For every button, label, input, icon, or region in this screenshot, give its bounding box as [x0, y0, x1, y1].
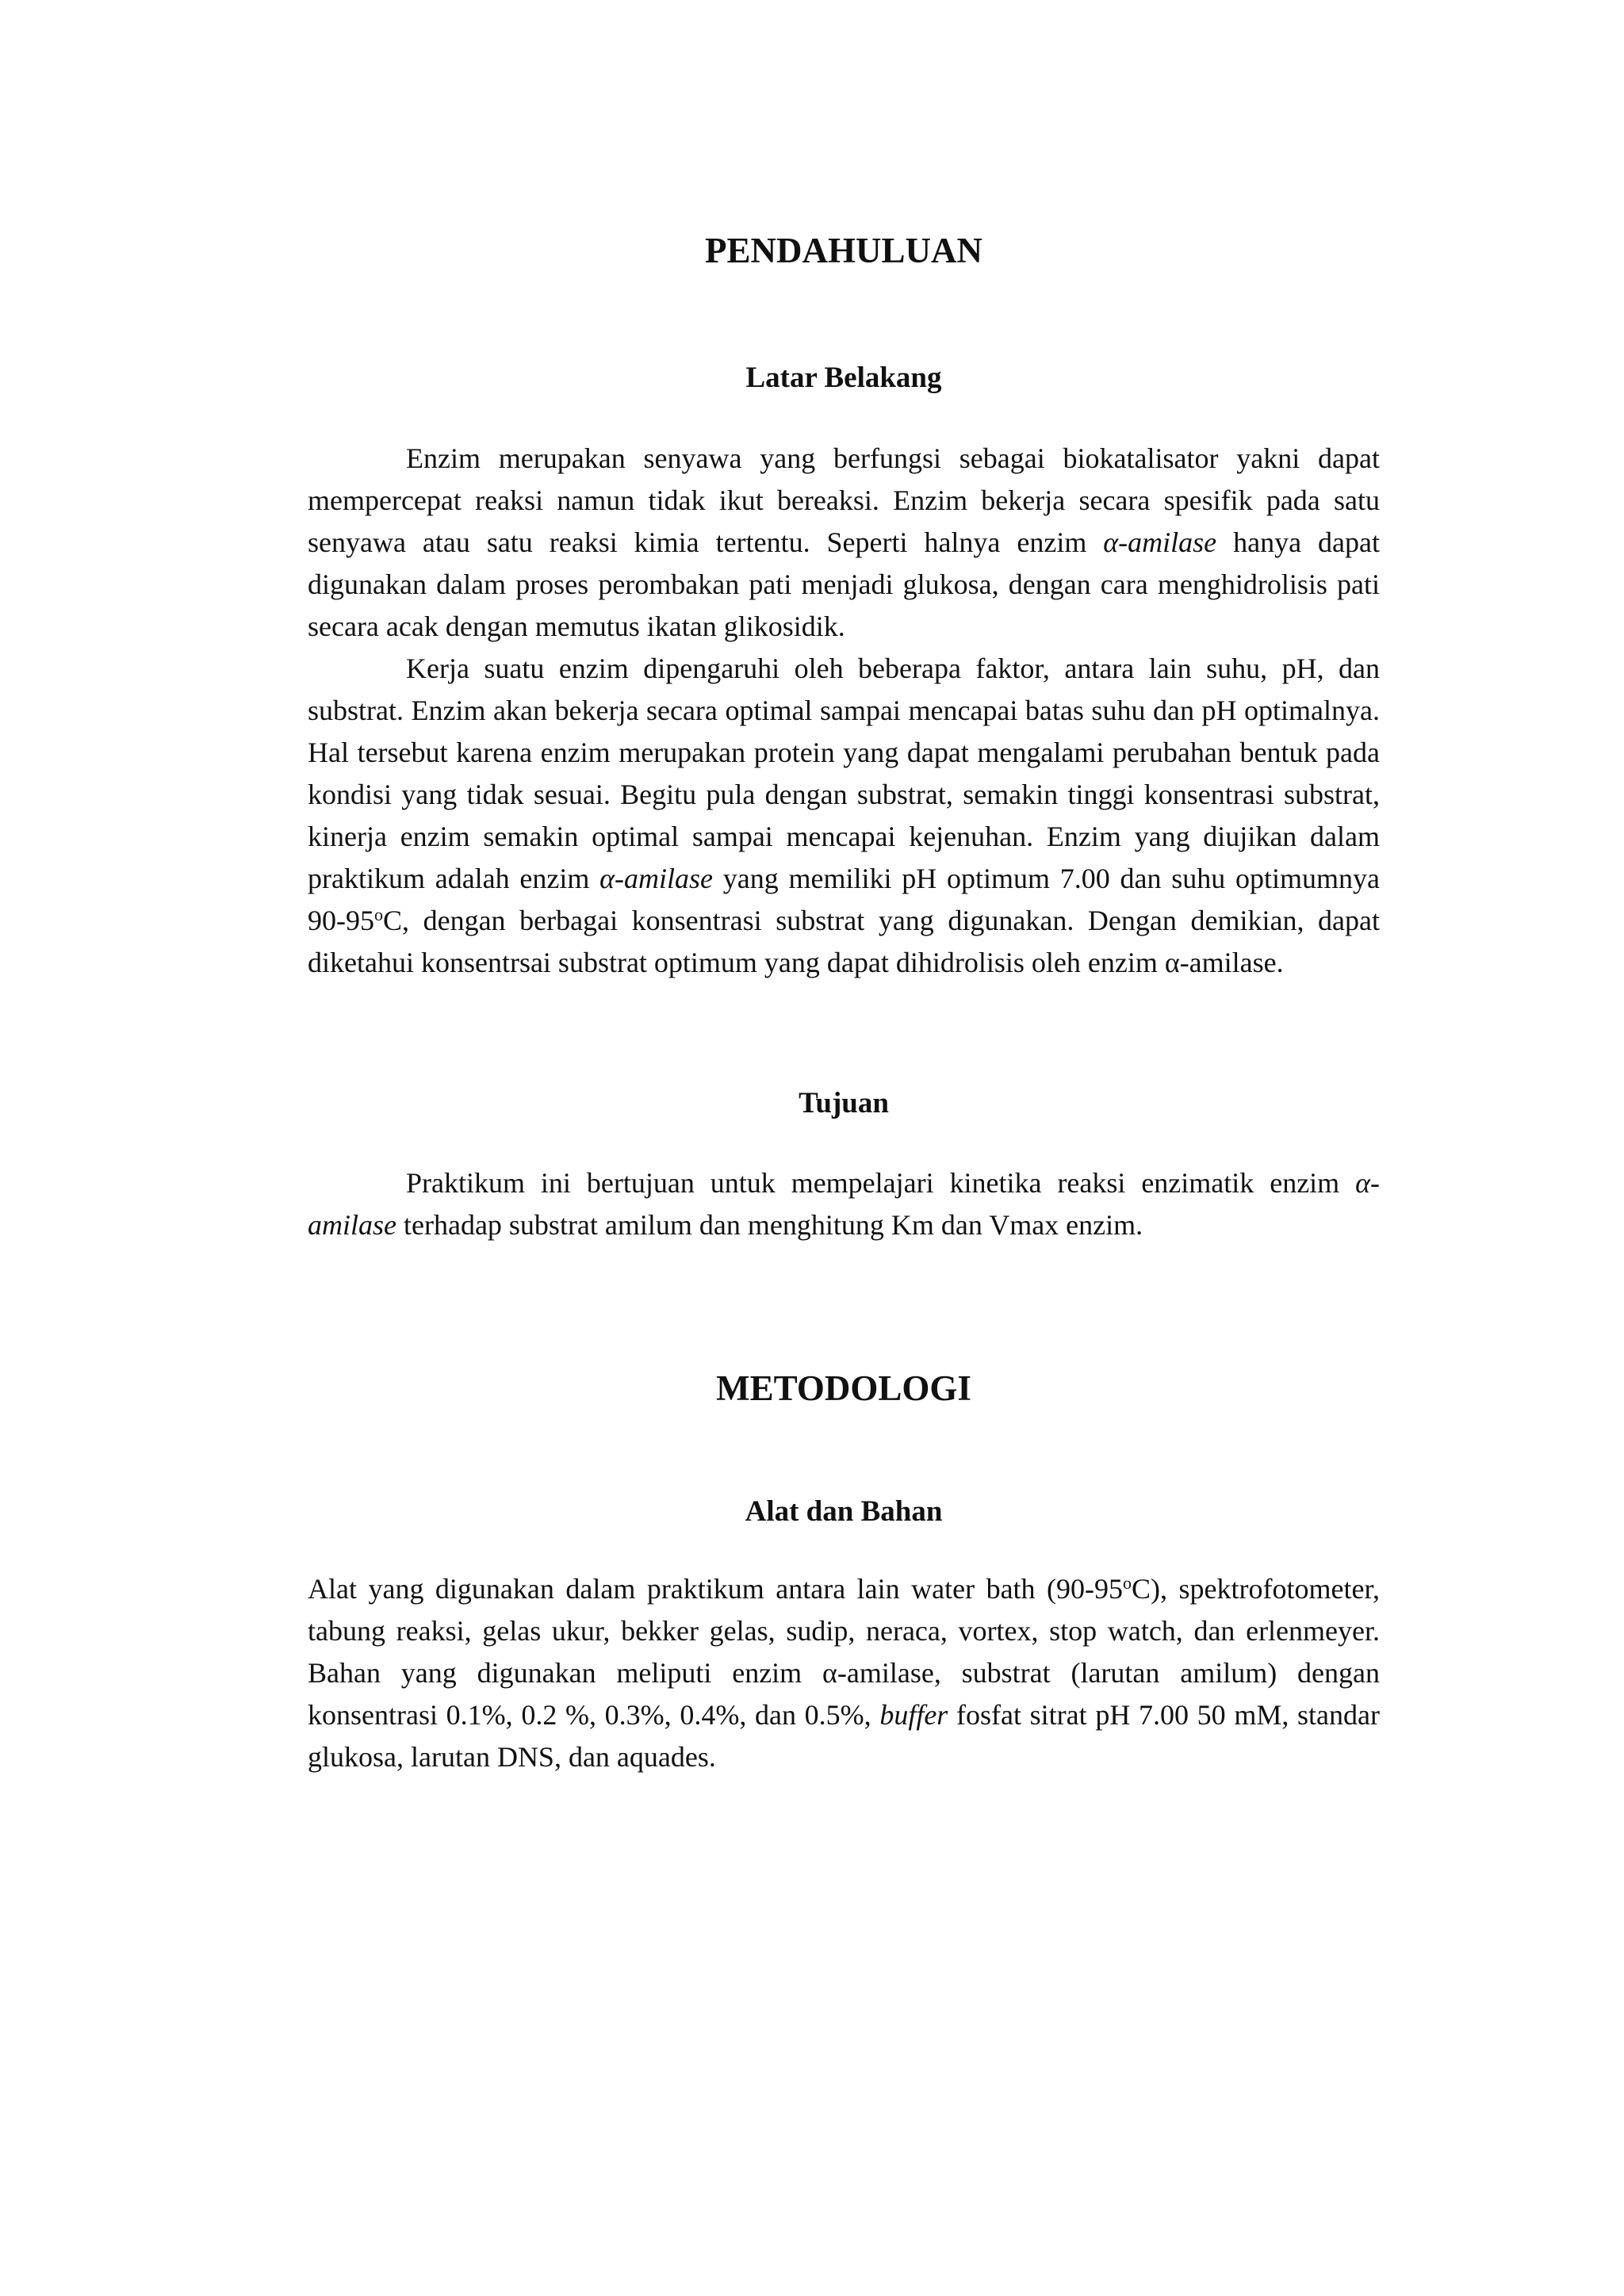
latar-paragraph-1: Enzim merupakan senyawa yang berfungsi sebagai biokatalisator yakni dapat mempercepat reaksi namun tidak ikut bereaksi. Enzim bekerja secara spesifik pada satu senyawa atau satu reaksi kimia tertentu. Seperti halnya enzim α-amilase hanya dapat digunakan dalam proses perombakan pati menjadi glukosa, dengan cara menghidrolisis pati secara acak dengan memutus ikatan glikosidik.	[308, 442, 1380, 642]
subheading-tujuan: Tujuan	[799, 1087, 889, 1119]
tujuan-body	[308, 1162, 1380, 1246]
latar-paragraph-2: Kerja suatu enzim dipengaruhi oleh beberapa faktor, antara lain suhu, pH, dan substrat. Enzim akan bekerja secara optimal sampai mencapai batas suhu dan pH optimalnya. Hal tersebut karena enzim merupakan protein yang dapat mengalami perubahan bentuk pada kondisi yang tidak sesuai. Begitu pula dengan substrat, semakin tinggi konsentrasi substrat, kinerja enzim semakin optimal sampai mencapai kejenuhan. Enzim yang diujikan dalam praktikum adalah enzim α-amilase yang memiliki pH optimum 7.00 dan suhu optimumnya 90-95$^o$C, dengan berbagai konsentrasi substrat yang digunakan. Dengan demikian, dapat diketahui konsentrsai substrat optimum yang dapat dihidrolisis oleh enzim α-amilase.	[308, 652, 1380, 978]
subheading-latar-belakang: Latar Belakang	[745, 362, 942, 394]
subheading-alat-dan-bahan: Alat dan Bahan	[745, 1495, 943, 1528]
heading-pendahuluan: PENDAHULUAN	[704, 231, 982, 270]
heading-metodologi: METODOLOGI	[716, 1368, 971, 1408]
tujuan-paragraph: Praktikum ini bertujuan untuk mempelajari kinetika reaksi enzimatik enzim α-amilase terhadap substrat amilum dan menghitung Km dan Vmax enzim.	[308, 1167, 1380, 1241]
latar-belakang-body	[308, 438, 1380, 984]
alat-bahan-paragraph: Alat yang digunakan dalam praktikum antara lain water bath (90-95$^o$C), spektrofotometer, tabung reaksi, gelas ukur, bekker gelas, sudip, neraca, vortex, stop watch, dan erlenmeyer. Bahan yang digunakan meliputi enzim α-amilase, substrat (larutan amilum) dengan konsentrasi 0.1%, 0.2 %, 0.3%, 0.4%, dan 0.5%, buffer fosfat sitrat pH 7.00 50 mM, standar glukosa, larutan DNS, dan aquades.	[308, 1573, 1380, 1773]
alat-bahan-body	[308, 1568, 1380, 1778]
